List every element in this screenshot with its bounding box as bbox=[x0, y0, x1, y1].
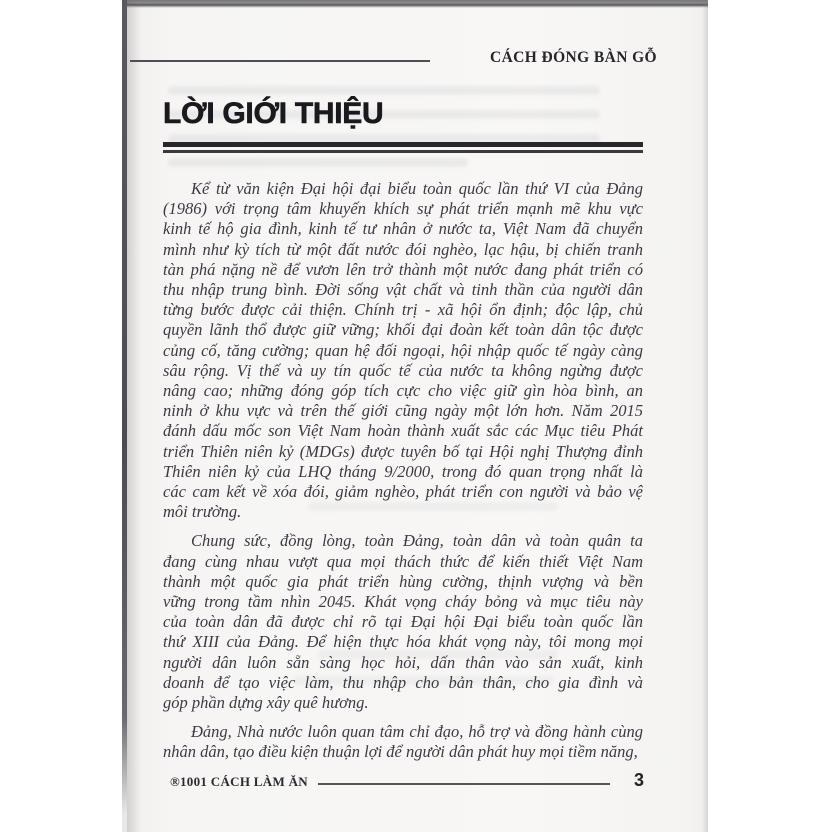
body-line: đánh dấu mốc son Việt Nam hoàn thành xuất sắc các Mục tiêu Phát bbox=[163, 421, 643, 441]
body-line: người dân luôn sẵn sàng học hỏi, dấn thân vào sản xuất, kinh bbox=[163, 652, 643, 672]
body-line: của toàn dân đã được chỉ rõ tại Đại hội Đại biểu toàn quốc lần bbox=[163, 612, 643, 632]
body-line: thứ XIII của Đảng. Để hiện thực hóa khát vọng này, tôi mong mọi bbox=[163, 632, 643, 652]
body-line: đang cùng nhau vượt qua mọi thách thức để kiến thiết Việt Nam bbox=[163, 551, 643, 571]
body-line: mình như kỳ tích từ một đất nước đói nghèo, lạc hậu, bị chiến tranh bbox=[163, 239, 643, 259]
page-number: 3 bbox=[634, 770, 645, 790]
body-line: nâng cao; những đóng góp tích cực cho việc giữ gìn hòa bình, an bbox=[163, 381, 643, 401]
body-line: Thiên niên kỷ của LHQ tháng 9/2000, trong đó quan trọng nhất là bbox=[163, 461, 643, 481]
body-line: quyền lãnh thổ được giữ vững; khối đại đoàn kết toàn dân tộc được bbox=[163, 320, 643, 340]
body-line: Kể từ văn kiện Đại hội đại biểu toàn quốc lần thứ VI của Đảng bbox=[191, 179, 643, 198]
title-rule-thin-bar bbox=[163, 150, 643, 153]
body-line: (1986) với trọng tâm khuyến khích sự phát triển mạnh mẽ khu vực bbox=[163, 199, 643, 219]
body-line: môi trường. bbox=[163, 502, 242, 522]
body-line: sâu rộng. Vị thế và uy tín quốc tế của nước ta không ngừng được bbox=[163, 360, 643, 380]
body-line: kinh tế hộ gia đình, kinh tế tư nhân ở nước ta, Việt Nam đã chuyển bbox=[163, 219, 643, 239]
title-double-rule bbox=[163, 142, 643, 153]
running-header-title: CÁCH ĐÓNG BÀN GỖ bbox=[490, 49, 658, 66]
body-line: vững trong tầm nhìn 2045. Khát vọng cháy bỏng và mục tiêu này bbox=[163, 592, 643, 612]
body-paragraph bbox=[163, 179, 643, 522]
body-line: Đảng, Nhà nước luôn quan tâm chỉ đạo, hỗ trợ và đồng hành cùng bbox=[191, 722, 643, 742]
showthrough-line bbox=[168, 158, 468, 167]
body-text bbox=[163, 179, 643, 772]
body-line: ninh ở khu vực và trên thế giới cũng ngày một lớn hơn. Năm 2015 bbox=[163, 401, 643, 421]
body-line: từng bước được cải thiện. Chính trị - xã hội ổn định; độc lập, chủ bbox=[163, 300, 643, 320]
body-line: thành một quốc gia phát triển hùng cường, thịnh vượng và bền bbox=[163, 571, 643, 591]
footer-book-title: ®1001 CÁCH LÀM ĂN bbox=[170, 774, 308, 789]
body-line: thu nhập trung bình. Đời sống vật chất và tinh thần của người dân bbox=[163, 280, 643, 300]
footer-rule bbox=[318, 783, 610, 785]
body-line: tàn phá nặng nề để vươn lên trở thành một nước đang phát triển có bbox=[163, 259, 643, 279]
body-line: Chung sức, đồng lòng, toàn Đảng, toàn dân và toàn quân ta bbox=[191, 531, 643, 551]
body-line: nhân dân, tạo điều kiện thuận lợi để người dân phát huy mọi tiềm năng, bbox=[163, 742, 638, 762]
body-line: các cam kết về xóa đói, giảm nghèo, phát triển con người và bảo vệ bbox=[163, 482, 643, 502]
showthrough-line bbox=[168, 86, 600, 95]
book-page bbox=[122, 0, 708, 832]
page-title: LỜI GIỚI THIỆU bbox=[163, 97, 384, 130]
body-line: doanh để tạo việc làm, thu nhập cho bản thân, cho gia đình và bbox=[163, 672, 643, 692]
body-line: triển Thiên niên kỷ (MDGs) được tuyên bố tại Hội nghị Thượng đỉnh bbox=[163, 441, 643, 461]
body-paragraph bbox=[163, 722, 643, 762]
body-line: góp phần dựng xây quê hương. bbox=[163, 693, 369, 713]
body-paragraph bbox=[163, 531, 643, 713]
body-line: củng cố, tăng cường; quan hệ đối ngoại, hội nhập quốc tế ngày càng bbox=[163, 340, 643, 360]
